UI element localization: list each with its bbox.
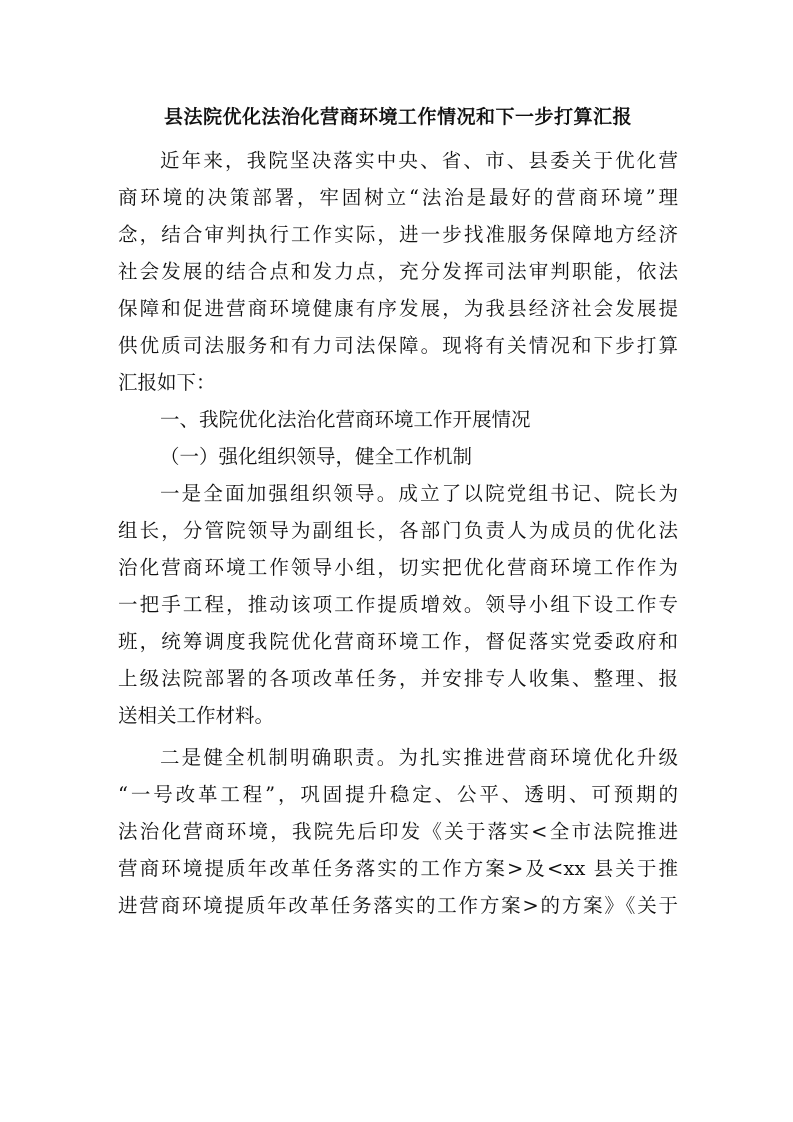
body-line: “一号改革工程”，巩固提升稳定、公平、透明、可预期的 [118, 783, 678, 806]
body-line: 法治化营商环境，我院先后印发《关于落实<全市法院推进 [118, 820, 678, 843]
body-line: 一是全面加强组织领导。成立了以院党组书记、院长为 [160, 482, 678, 505]
body-line: 商环境的决策部署，牢固树立“法治是最好的营商环境”理 [118, 186, 678, 209]
body-line: 上级法院部署的各项改革任务，并安排专人收集、整理、报 [118, 667, 678, 690]
body-line: 保障和促进营商环境健康有序发展，为我县经济社会发展提 [118, 297, 678, 320]
body-line: 一、我院优化法治化营商环境工作开展情况 [160, 408, 531, 431]
body-line: 进营商环境提质年改革任务落实的工作方案>的方案》《关于 [118, 894, 678, 917]
body-line: 治化营商环境工作领导小组，切实把优化营商环境工作作为 [118, 556, 678, 579]
body-line: 营商环境提质年改革任务落实的工作方案>及<xx 县关于推 [118, 857, 678, 880]
body-line: 一把手工程，推动该项工作提质增效。领导小组下设工作专 [118, 593, 678, 616]
body-line: 社会发展的结合点和发力点，充分发挥司法审判职能，依法 [118, 260, 678, 283]
body-line: （一）强化组织领导，健全工作机制 [160, 445, 473, 468]
body-line: 供优质司法服务和有力司法保障。现将有关情况和下步打算 [118, 334, 678, 357]
body-line: 汇报如下： [118, 371, 216, 394]
document-body [118, 142, 678, 924]
body-line: 念，结合审判执行工作实际，进一步找准服务保障地方经济 [118, 223, 678, 246]
body-line: 送相关工作材料。 [118, 704, 275, 727]
document-title: 县法院优化法治化营商环境工作情况和下一步打算汇报 [163, 106, 632, 128]
body-line: 二是健全机制明确职责。为扎实推进营商环境优化升级 [160, 746, 678, 769]
body-line: 班，统筹调度我院优化营商环境工作，督促落实党委政府和 [118, 630, 678, 653]
body-line: 近年来，我院坚决落实中央、省、市、县委关于优化营 [160, 149, 678, 172]
body-line: 组长，分管院领导为副组长，各部门负责人为成员的优化法 [118, 519, 678, 542]
